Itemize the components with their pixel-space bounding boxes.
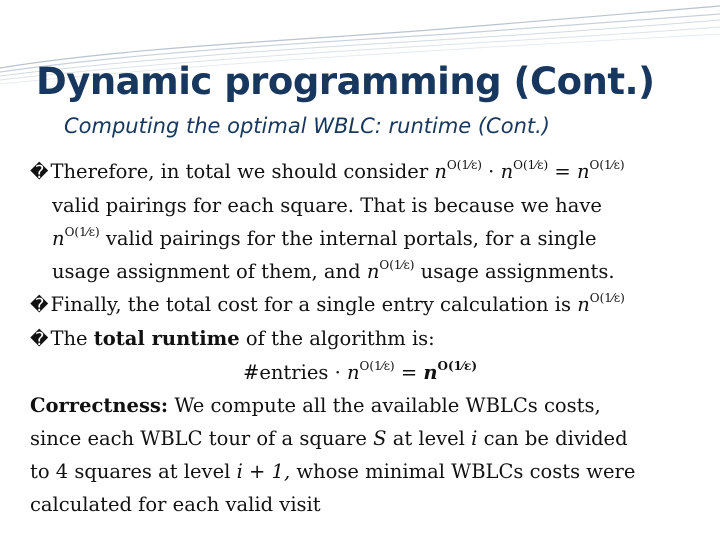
bullet-1-line-3-text: valid pairings for the internal portals, for a single: [105, 227, 597, 250]
runtime-formula: [30, 356, 710, 389]
math-exponent: O(1⁄ε): [446, 158, 482, 172]
formula-entries: #entries: [242, 361, 329, 384]
bullet-1-line-4-pre: usage assignment of them, and: [52, 260, 361, 283]
math-n-bold: n: [423, 361, 438, 384]
correctness-line-2-mid: at level: [392, 427, 465, 450]
math-n: n: [500, 160, 514, 183]
slide-title: Dynamic programming (Cont.): [36, 60, 655, 103]
correctness-line-1: [30, 389, 710, 422]
bullet-glyph-icon: �: [30, 329, 49, 350]
math-exponent: O(1⁄ε): [513, 158, 549, 172]
math-equals: =: [400, 361, 418, 384]
bullet-glyph-icon: �: [30, 295, 49, 316]
correctness-label: Correctness:: [30, 394, 169, 417]
slide-body: [30, 155, 710, 521]
bullet-glyph-icon: �: [30, 162, 49, 183]
bullet-2: [30, 288, 710, 322]
math-exponent: O(1⁄ε): [64, 225, 100, 239]
math-equals: =: [554, 160, 571, 183]
bullet-1-line-3: [30, 222, 710, 255]
bullet-3-pre: The: [50, 327, 88, 350]
math-i-plus-1: i + 1,: [236, 460, 291, 483]
math-dot: ·: [488, 160, 495, 183]
math-S: S: [373, 427, 387, 450]
bullet-1-line-2: valid pairings for each square. That is because we have: [52, 194, 602, 217]
correctness-line-2-pre: since each WBLC tour of a square: [30, 427, 367, 450]
math-n: n: [366, 260, 380, 283]
math-exponent: O(1⁄ε): [589, 158, 625, 172]
bullet-1-line-4: [30, 255, 710, 288]
math-n: n: [576, 160, 590, 183]
correctness-line-2-post: can be divided: [483, 427, 628, 450]
correctness-line-3-post: whose minimal WBLCs costs were: [296, 460, 636, 483]
correctness-line-3: [30, 455, 710, 488]
math-dot: ·: [334, 361, 341, 384]
bullet-3-bold: total runtime: [93, 327, 240, 350]
math-exponent: O(1⁄ε): [379, 258, 415, 272]
math-exponent-bold: O(1⁄ε): [437, 359, 478, 373]
bullet-3: [30, 322, 710, 356]
slide-subtitle: Computing the optimal WBLC: runtime (Cont.): [64, 114, 550, 138]
math-exponent: O(1⁄ε): [589, 291, 625, 305]
correctness-line-1-text: We compute all the available WBLCs costs,: [174, 394, 601, 417]
bullet-1-line-1: [30, 155, 710, 189]
bullet-1-line-4-post: usage assignments.: [420, 260, 615, 283]
bullet-1-text: Therefore, in total we should consider: [50, 160, 429, 183]
math-n: n: [52, 227, 65, 250]
math-n: n: [434, 160, 447, 183]
math-n: n: [577, 293, 590, 316]
bullet-2-text: Finally, the total cost for a single entry calculation is: [50, 293, 571, 316]
correctness-line-2: [30, 422, 710, 455]
math-i: i: [471, 427, 478, 450]
math-exponent: O(1⁄ε): [359, 359, 395, 373]
correctness-line-3-pre: to 4 squares at level: [30, 460, 231, 483]
bullet-3-post: of the algorithm is:: [245, 327, 435, 350]
math-n: n: [346, 361, 360, 384]
correctness-line-4: calculated for each valid visit: [30, 493, 321, 516]
